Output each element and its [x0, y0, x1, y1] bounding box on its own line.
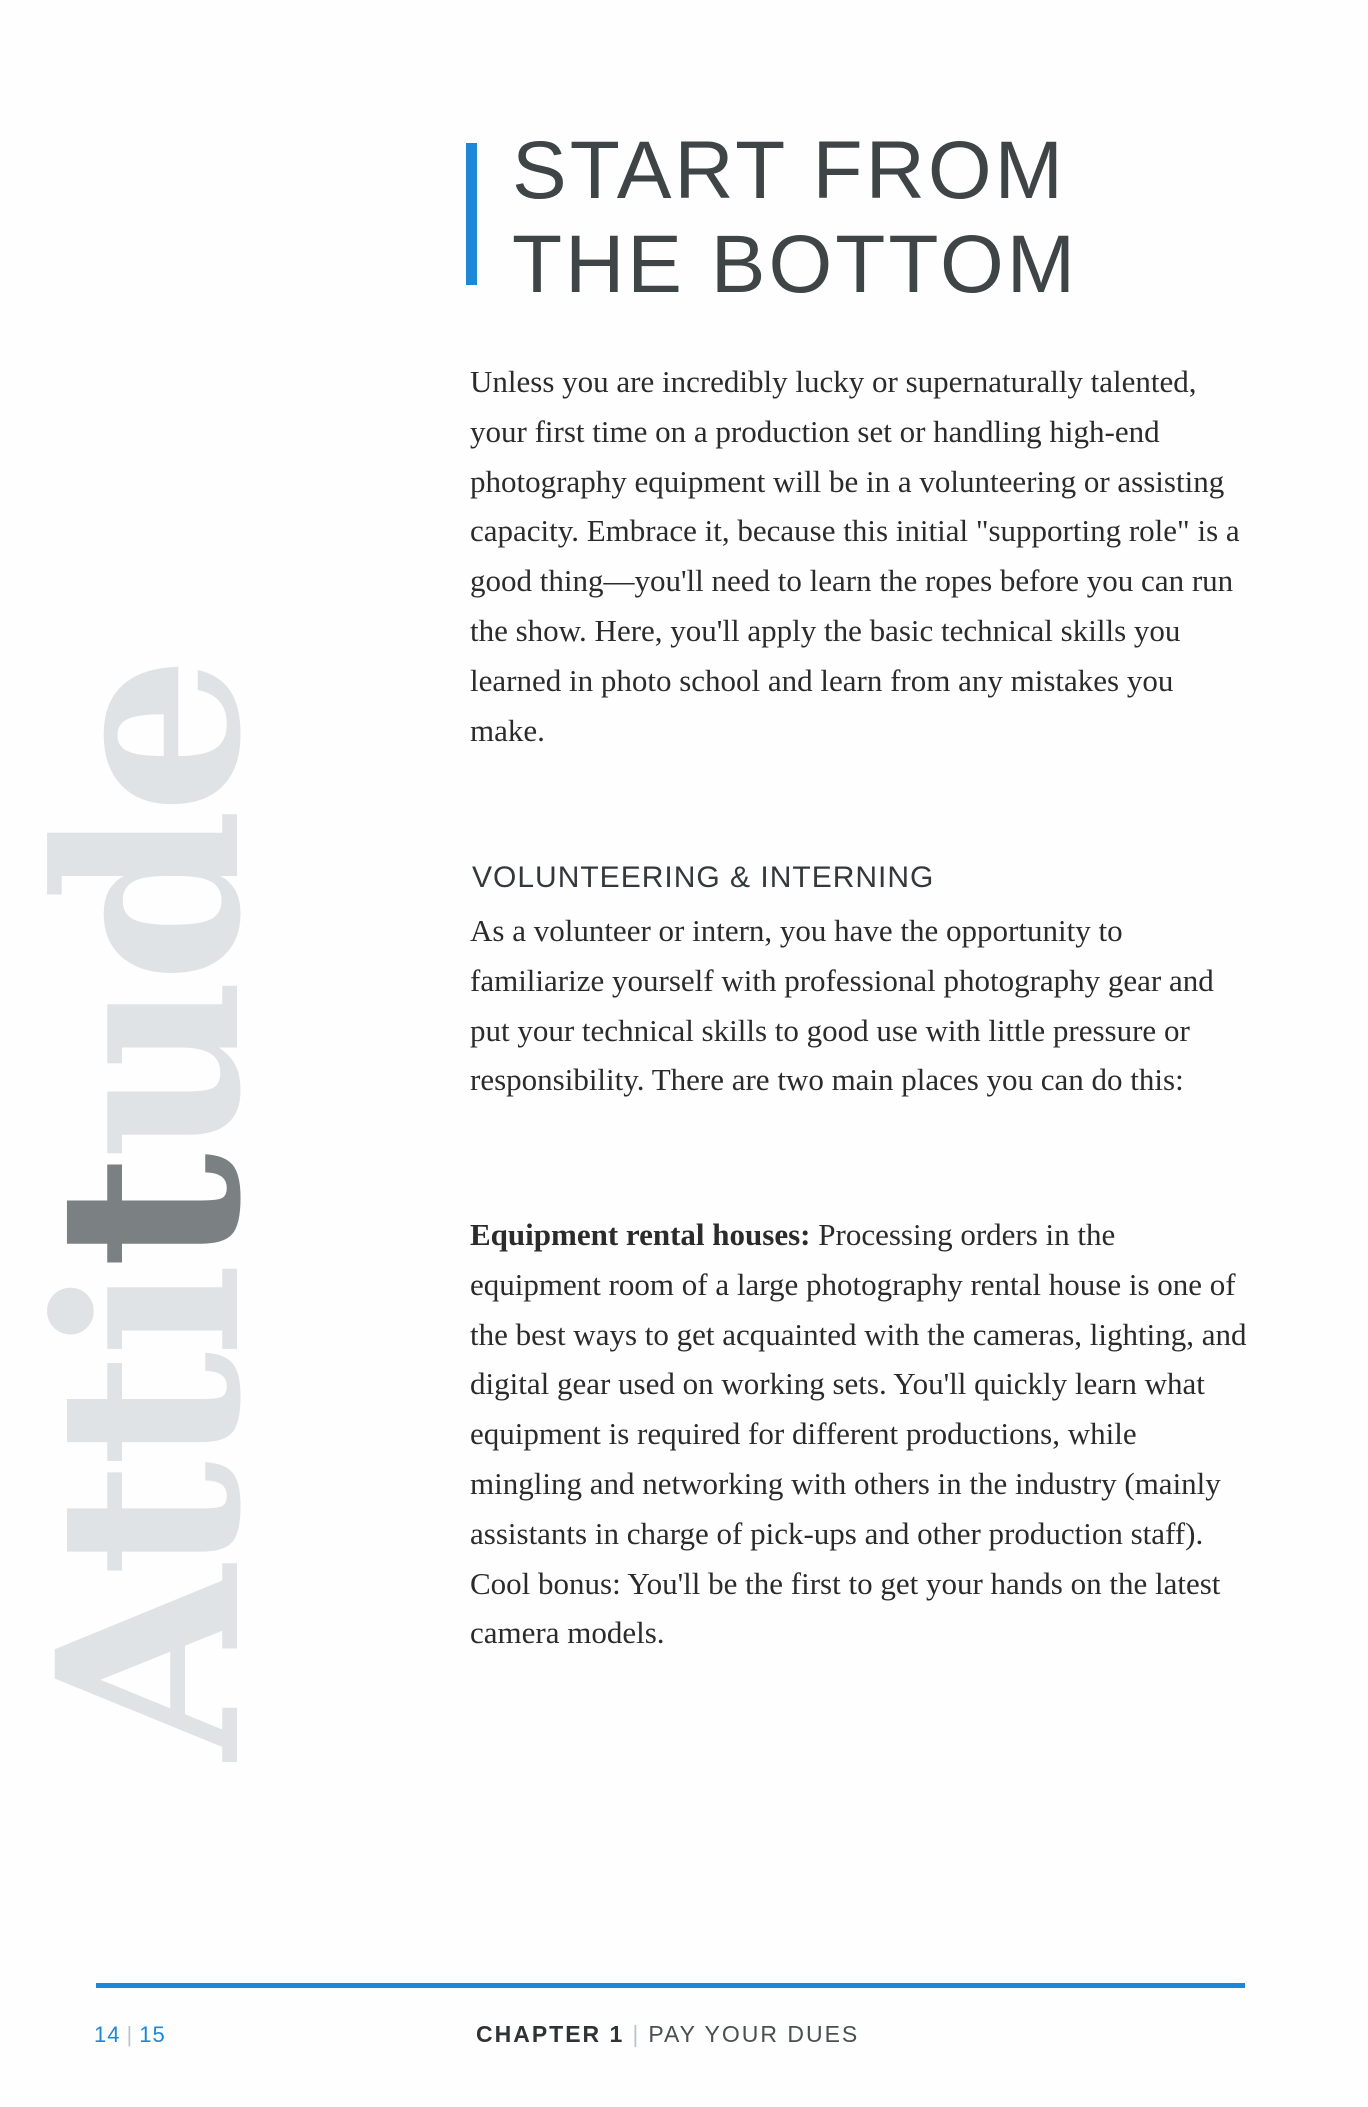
section-heading: VOLUNTEERING & INTERNING: [472, 861, 935, 894]
running-footer: [476, 2021, 859, 2048]
page-title-line-2: THE BOTTOM: [512, 219, 1079, 310]
side-word-attitude: [2, 360, 296, 1760]
page-number-right: 15: [139, 2022, 166, 2047]
side-word-light: Atti: [2, 1268, 296, 1760]
page-number-separator: |: [126, 2022, 134, 2047]
list-item-body: Processing orders in the equipment room of a large photography rental house is one of the best ways to get acquainted with the cameras, lighting, and digital gear used on working sets. You'll quickly learn what equipment is required for different productions, while mingling and networking with others in the industry (mainly assistants in charge of pick-ups and other production staff). Cool bonus: You'll be the first to get your hands on the latest camera models.: [470, 1217, 1247, 1651]
chapter-title: PAY YOUR DUES: [648, 2021, 860, 2047]
page-number-left: 14: [94, 2022, 121, 2047]
page-title: [512, 124, 1078, 312]
chapter-separator: |: [632, 2021, 641, 2047]
side-word-dark: t: [2, 1159, 296, 1269]
heading-accent-bar: [466, 143, 477, 285]
footer-rule: [96, 1983, 1245, 1988]
page-numbers: [94, 2022, 166, 2048]
list-item-lead: Equipment rental houses:: [470, 1217, 811, 1252]
side-word-light-end: ude: [2, 661, 296, 1159]
section-paragraph: As a volunteer or intern, you have the opportunity to familiarize yourself with professional photography gear and put your technical skills to good use with little pressure or responsibility. There are two main places you can do this:: [470, 913, 1214, 1098]
list-item-paragraph: [470, 1210, 1250, 1658]
chapter-label: CHAPTER 1: [476, 2021, 625, 2047]
page-title-line-1: START FROM: [512, 125, 1066, 216]
intro-paragraph: Unless you are incredibly lucky or supernaturally talented, your first time on a production set or handling high-end photography equipment will be in a volunteering or assisting capacity. Embrace it, because this initial "supporting role" is a good thing—you'll need to learn the ropes before you can run the show. Here, you'll apply the basic technical skills you learned in photo school and learn from any mistakes you make.: [470, 364, 1240, 748]
